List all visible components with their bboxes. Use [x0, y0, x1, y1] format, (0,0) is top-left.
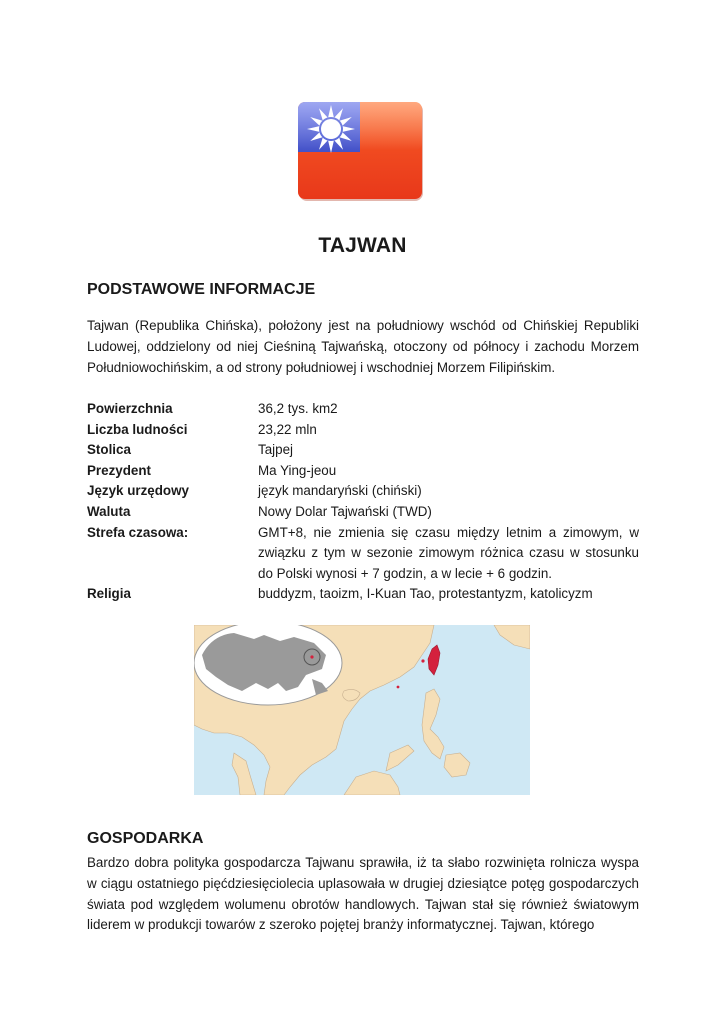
economy-paragraph: Bardzo dobra polityka gospodarcza Tajwanu sprawiła, iż ta słabo rozwinięta rolnicza wyspa w ciągu ostatniego pięćdziesięciolecia uplasowała w drugiej dziesiątce potęg gospodarczych świata pod względem wolumenu obrotów handlowych. Tajwan stał się również światowym liderem w produkcji towarów z szeroko pojętej branży informatycznej. Tajwan, którego [87, 855, 639, 933]
fact-row-capital [87, 440, 639, 461]
location-map [194, 625, 530, 795]
fact-value: Ma Ying-jeou [258, 462, 337, 478]
fact-row-timezone [87, 523, 639, 585]
fact-value: buddyzm, taoizm, I-Kuan Tao, protestantyzm, katolicyzm [258, 586, 593, 602]
page-title: TAJWAN [318, 234, 407, 257]
fact-label: Strefa czasowa: [87, 524, 189, 540]
fact-label: Prezydent [87, 462, 151, 478]
fact-label: Waluta [87, 503, 131, 519]
fact-row-president [87, 461, 639, 482]
section-heading-economy: GOSPODARKA [87, 830, 204, 847]
fact-label: Stolica [87, 442, 131, 458]
fact-value: Nowy Dolar Tajwański (TWD) [258, 503, 432, 519]
map-icon [194, 625, 530, 795]
fact-row-language [87, 481, 639, 502]
fact-row-religion [87, 584, 639, 605]
taiwan-flag-image [296, 100, 426, 204]
intro-paragraph: Tajwan (Republika Chińska), położony jest na południowy wschód od Chińskiej Republiki Ludowej, oddzielony od niej Cieśniną Tajwańską, otoczony od północy i zachodu Morzem Południowochińskim, a od strony południowej i wschodniej Morzem Filipińskim. [87, 318, 639, 375]
fact-value: 23,22 mln [258, 421, 317, 437]
fact-label: Religia [87, 586, 131, 602]
fact-value: 36,2 tys. km2 [258, 401, 338, 416]
fact-row-population [87, 420, 639, 441]
fact-value: Tajpej [258, 442, 293, 458]
facts-table [87, 399, 639, 605]
flag-icon [296, 100, 426, 204]
fact-row-area [87, 399, 639, 420]
fact-row-currency [87, 502, 639, 523]
fact-value: język mandaryński (chiński) [258, 483, 422, 499]
fact-label: Powierzchnia [87, 401, 173, 416]
section-heading-basic-info: PODSTAWOWE INFORMACJE [87, 281, 316, 298]
fact-label: Język urzędowy [87, 483, 189, 499]
fact-label: Liczba ludności [87, 421, 188, 437]
fact-value: GMT+8, nie zmienia się czasu między letnim a zimowym, w związku z tym w sezonie zimowym różnica czasu w stosunku do Polski wynosi + 7 godzin, a w lecie + 6 godzin. [258, 524, 639, 581]
